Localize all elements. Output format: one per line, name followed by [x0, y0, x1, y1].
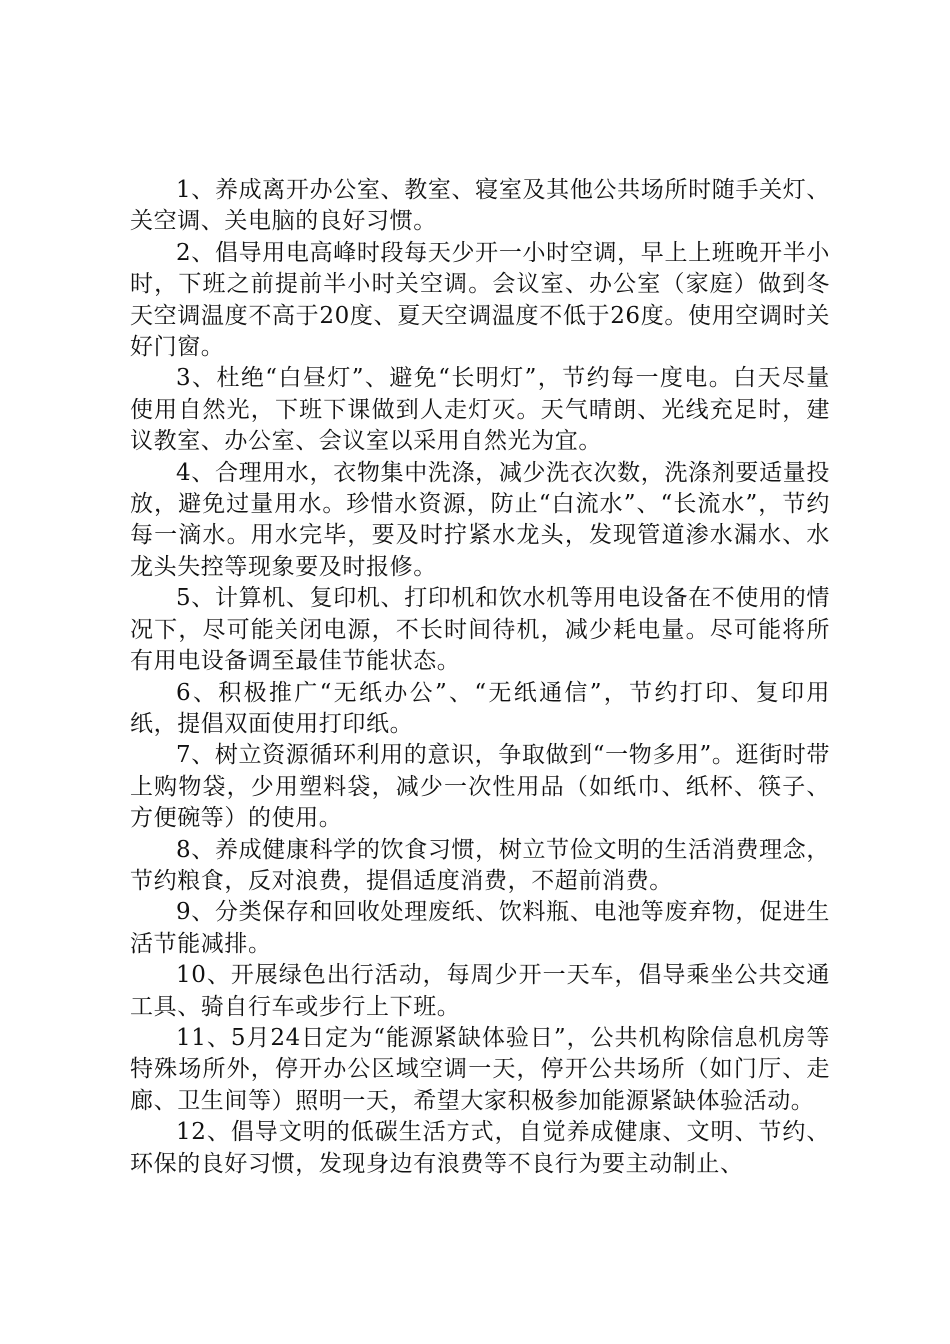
paragraph-item-9: 9、分类保存和回收处理废纸、饮料瓶、电池等废弃物，促进生活节能减排。 — [130, 899, 830, 957]
paragraph-item-6: 6、积极推广“无纸办公”、“无纸通信”，节约打印、复印用纸，提倡双面使用打印纸。 — [130, 679, 830, 737]
paragraph-item-3: 3、杜绝“白昼灯”、避免“长明灯”，节约每一度电。白天尽量使用自然光，下班下课做到人走灯灭。天气晴朗、光线充足时，建议教室、办公室、会议室以采用自然光为宜。 — [130, 365, 830, 455]
paragraph-item-2: 2、倡导用电高峰时段每天少开一小时空调，早上上班晚开半小时，下班之前提前半小时关空调。会议室、办公室（家庭）做到冬天空调温度不高于20度、夏天空调温度不低于26度。使用空调时关好门窗。 — [130, 239, 830, 361]
document-body — [130, 175, 830, 1180]
paragraph-item-8: 8、养成健康科学的饮食习惯，树立节俭文明的生活消费理念，节约粮食，反对浪费，提倡适度消费，不超前消费。 — [130, 836, 830, 894]
paragraph-item-11: 11、5月24日定为“能源紧缺体验日”，公共机构除信息机房等特殊场所外，停开办公区域空调一天，停开公共场所（如门厅、走廊、卫生间等）照明一天，希望大家积极参加能源紧缺体验活动。 — [130, 1024, 830, 1114]
paragraph-item-10: 10、开展绿色出行活动，每周少开一天车，倡导乘坐公共交通工具、骑自行车或步行上下班。 — [130, 962, 830, 1020]
paragraph-item-12: 12、倡导文明的低碳生活方式，自觉养成健康、文明、节约、环保的良好习惯，发现身边有浪费等不良行为要主动制止、 — [130, 1119, 830, 1177]
paragraph-item-5: 5、计算机、复印机、打印机和饮水机等用电设备在不使用的情况下，尽可能关闭电源，不长时间待机，减少耗电量。尽可能将所有用电设备调至最佳节能状态。 — [130, 585, 830, 675]
paragraph-item-7: 7、树立资源循环利用的意识，争取做到“一物多用”。逛街时带上购物袋，少用塑料袋，减少一次性用品（如纸巾、纸杯、筷子、方便碗等）的使用。 — [130, 742, 830, 832]
paragraph-item-4: 4、合理用水，衣物集中洗涤，减少洗衣次数，洗涤剂要适量投放，避免过量用水。珍惜水资源，防止“白流水”、“长流水”，节约每一滴水。用水完毕，要及时拧紧水龙头，发现管道渗水漏水、水龙头失控等现象要及时报修。 — [130, 459, 830, 580]
paragraph-item-1: 1、养成离开办公室、教室、寝室及其他公共场所时随手关灯、关空调、关电脑的良好习惯。 — [130, 177, 830, 235]
